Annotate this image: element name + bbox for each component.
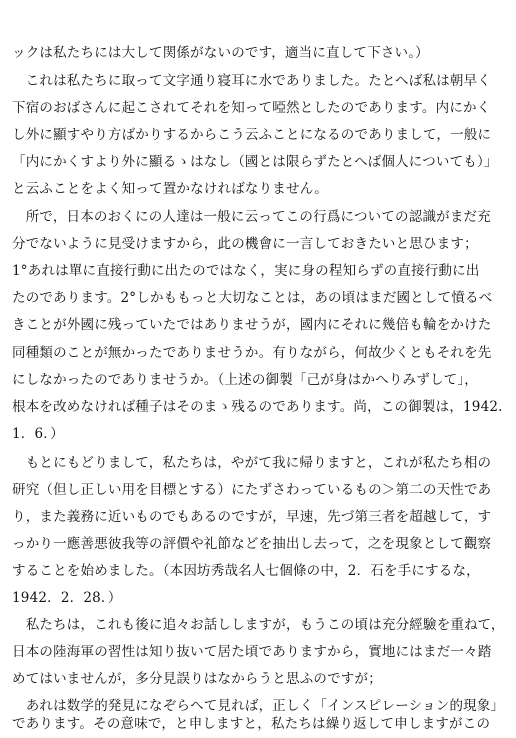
text-line: 同種類のことが無かったでありませうか。有りながら，何故少くともそれを先 <box>12 345 492 361</box>
text-line: 1°あれは單に直接行動に出たのではなく，実に身の程知らずの直接行動に出 <box>12 263 480 279</box>
text-line: であります。その意味で，と申しますと，私たちは繰り返して申しますがこの <box>12 716 491 732</box>
text-line: 私たちは，これも後に追々お話ししますが，もうこの頃は充分經驗を重ねて， <box>12 617 505 633</box>
text-line: っかり一應善悪彼我等の評價や礼節などを抽出し去って，之を現象として觀察 <box>12 536 492 552</box>
text-line: たのであります。2°しかももっと大切なことは，あの頃はまだ國として憤るべ <box>12 290 493 306</box>
text-line: り，また義務に近いものでもあるのですが，早速，先づ第三者を超越して，す <box>12 509 492 525</box>
text-line: きことが外國に残っていたではありませうが，國内にそれに幾倍も輪をかけた <box>12 317 492 333</box>
text-line: 日本の陸海軍の習性は知り抜いて居た頃でありますから，實地にはまだ一々踏 <box>12 644 492 660</box>
text-line: めてはいませんが，多分見誤りはなからうと思ふのですが； <box>12 671 382 687</box>
text-line: もとにもどりまして，私たちは，やがて我に帰りますと，これが私たち相の <box>12 455 492 471</box>
text-line: 「内にかくすより外に顯るゝはなし（國とは限らずたとへば個人についても）」 <box>12 154 498 170</box>
text-line: ックは私たちには大して関係がないのです，適当に直して下さい。） <box>12 45 429 61</box>
text-line: にしなかったのでありませうか。（上述の御製「己が身はかへりみずして」， <box>12 372 478 388</box>
text-line: 下宿のおばさんに起こされてそれを知って啞然としたのであります。内にかく <box>12 100 491 116</box>
text-line: これは私たちに取って文字通り寝耳に水でありました。たとへば私は朝早く <box>12 73 491 89</box>
text-line: 所で，日本のおくにの人達は一般に云ってこの行爲についての認識がまだ充 <box>12 209 491 225</box>
text-line: あれは数学的発見になぞらへて見れば，正しく「インスピレーション的現象」 <box>12 698 505 714</box>
text-line: 分でないように見受けますから，此の機會に一言しておきたいと思ひます； <box>12 236 478 252</box>
text-line: と云ふことをよく知って置かなければなりません。 <box>12 181 328 197</box>
text-line: することを始めました。（本因坊秀哉名人七個條の中，2．石を手にするな， <box>12 563 480 579</box>
text-line: 根本を改めなければ種子はそのまゝ残るのであります。尚，この御製は，1942. <box>12 399 503 415</box>
text-line: し外に顯すやり方ばかりするからこう云ふことになるのでありまして，一般に <box>12 127 492 143</box>
text-line: 1942．2．28．） <box>12 590 122 606</box>
text-line: 1．6．） <box>12 426 64 442</box>
text-line: 研究（但し正しい用を目標とする）にたずさわっているもの＞第二の天性であ <box>12 482 492 498</box>
